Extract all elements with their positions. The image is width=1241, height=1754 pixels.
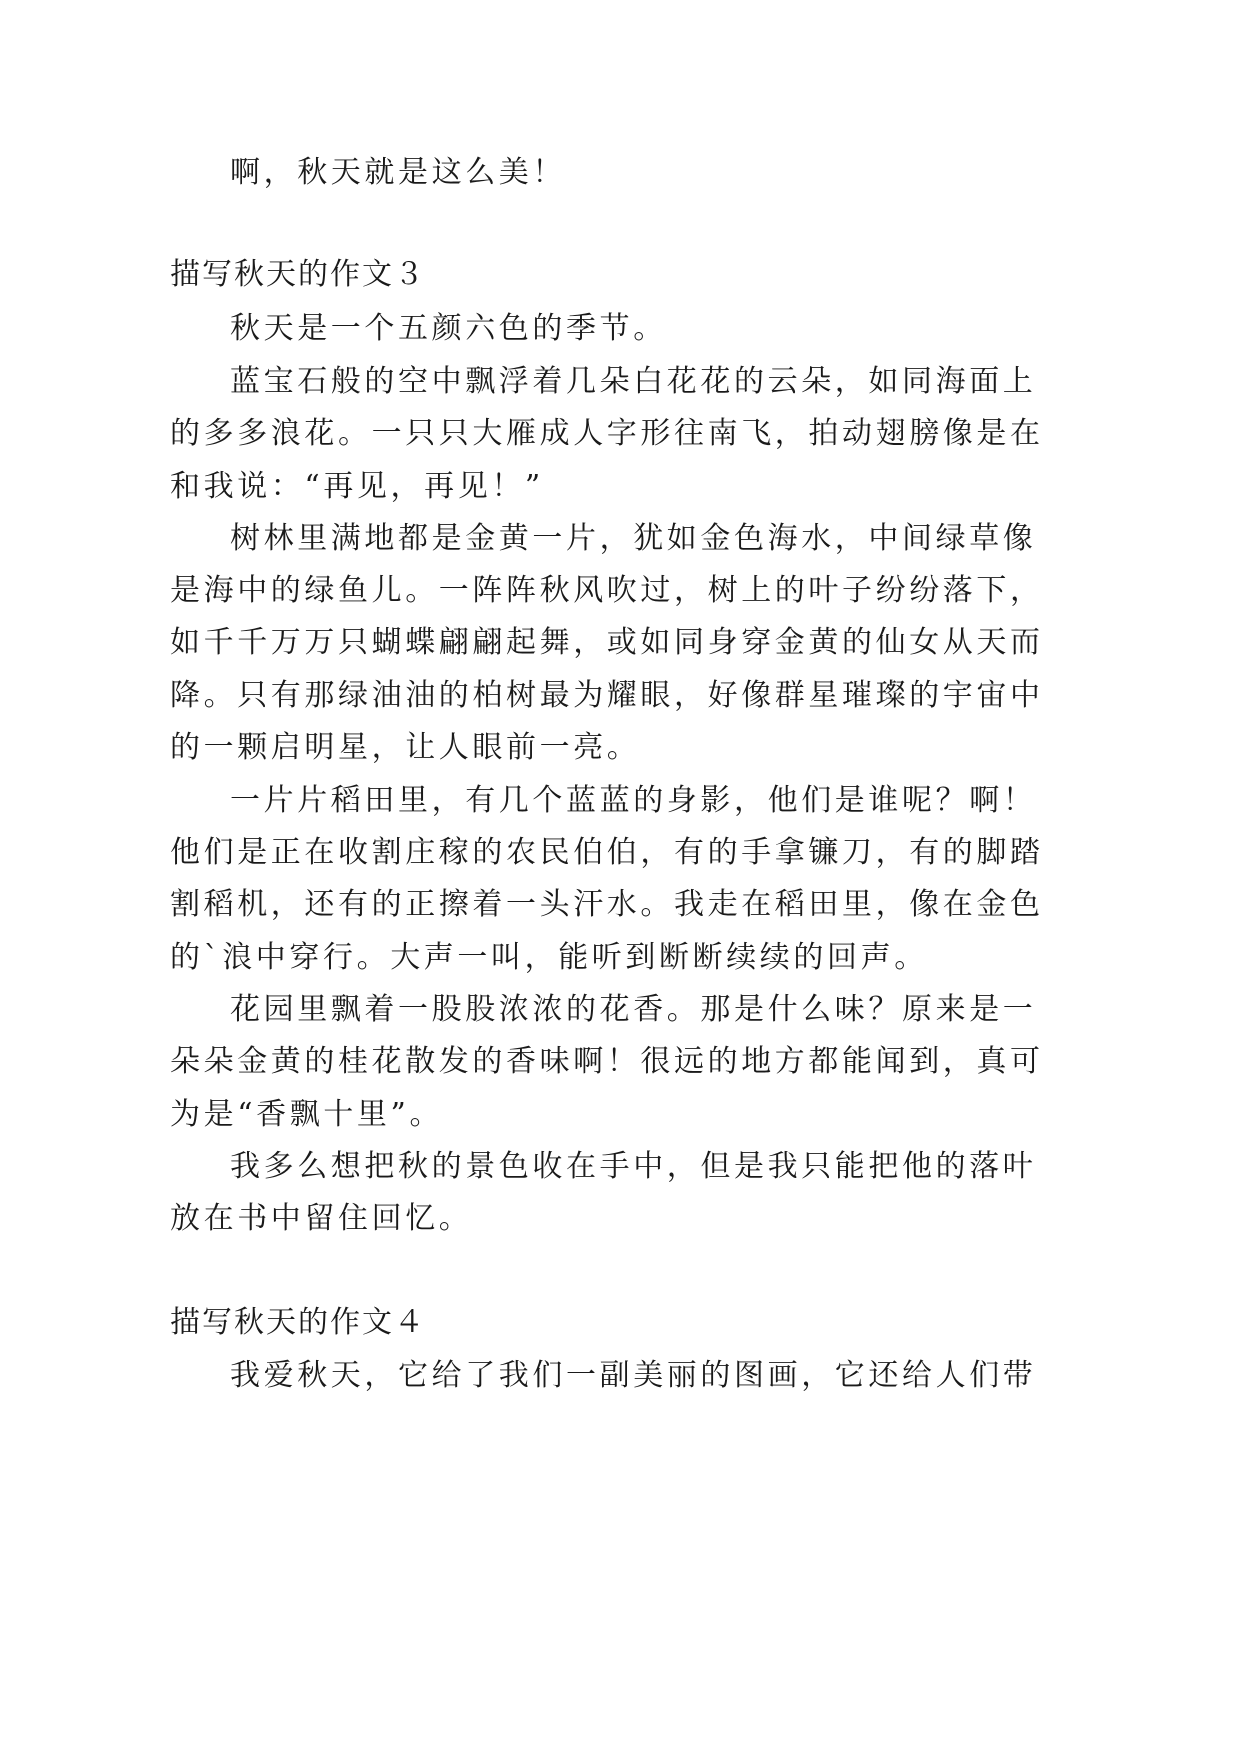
paragraph-text: 和我说：“再见，再见！” [170, 469, 544, 504]
paragraph-text: 如千千万万只蝴蝶翩翩起舞，或如同身穿金黄的仙女从天而 [170, 625, 1044, 660]
paragraph-text: 的`浪中穿行。大声一叫，能听到断断续续的回声。 [170, 940, 928, 975]
paragraph-text: 我多么想把秋的景色收在手中，但是我只能把他的落叶 [230, 1149, 1037, 1184]
paragraph-text: 的多多浪花。一只只大雁成人字形往南飞，拍动翅膀像是在 [170, 416, 1044, 451]
paragraph-text: 的一颗启明星，让人眼前一亮。 [170, 730, 641, 765]
paragraph-text: 一片片稻田里，有几个蓝蓝的身影，他们是谁呢？啊！ [230, 783, 1037, 818]
paragraph-text: 花园里飘着一股股浓浓的花香。那是什么味？原来是一 [230, 992, 1037, 1027]
essay-heading-text: 描写秋天的作文４ [170, 1305, 426, 1340]
paragraph-text: 我爱秋天，它给了我们一副美丽的图画，它还给人们带 [230, 1358, 1037, 1393]
paragraph-text: 降。只有那绿油油的柏树最为耀眼，好像群星璀璨的宇宙中 [170, 678, 1044, 713]
paragraph-text: 啊，秋天就是这么美！ [230, 155, 566, 190]
paragraph-text: 他们是正在收割庄稼的农民伯伯，有的手拿镰刀，有的脚踏 [170, 835, 1044, 870]
paragraph-text: 为是“香飘十里”。 [170, 1097, 444, 1132]
essay-heading-text: 描写秋天的作文３ [170, 257, 426, 292]
paragraph-text: 秋天是一个五颜六色的季节。 [230, 311, 667, 346]
paragraph-text: 树林里满地都是金黄一片，犹如金色海水，中间绿草像 [230, 521, 1037, 556]
paragraph-text: 朵朵金黄的桂花散发的香味啊！很远的地方都能闻到，真可 [170, 1044, 1044, 1079]
paragraph-text: 放在书中留住回忆。 [170, 1201, 473, 1236]
paragraph-text: 割稻机，还有的正擦着一头汗水。我走在稻田里，像在金色 [170, 887, 1044, 922]
paragraph-text: 蓝宝石般的空中飘浮着几朵白花花的云朵，如同海面上 [230, 364, 1037, 399]
paragraph-text: 是海中的绿鱼儿。一阵阵秋风吹过，树上的叶子纷纷落下， [170, 573, 1044, 608]
